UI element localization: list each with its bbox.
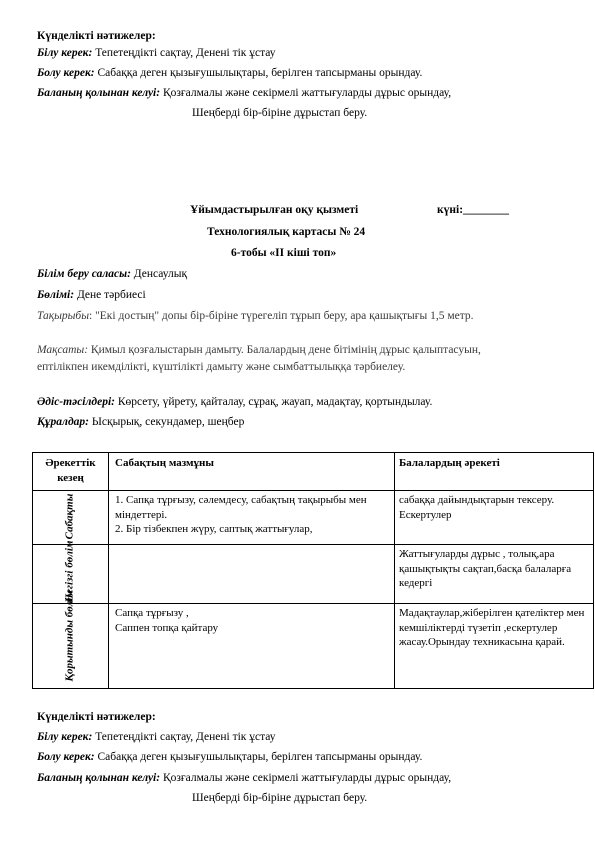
know-line-bottom	[37, 731, 276, 743]
section-value: Дене тәрбиесі	[74, 289, 146, 301]
topic-label: Тақырыбы	[37, 310, 90, 322]
map-title: Технологиялық картасы № 24	[207, 226, 366, 238]
have-line-bottom	[37, 751, 422, 763]
have-text: Сабаққа деген қызығушылықтары, берілген тапсырманы орындау.	[94, 67, 423, 79]
table-row-action: Мадақтаулар,жіберілген қателіктер мен кемшіліктерді түзетіп ,ескертулер жасау.Орындау техникасына қарай.	[399, 607, 585, 648]
goal-line	[37, 342, 527, 376]
results-heading-top: Күнделікті нәтижелер:	[37, 30, 156, 42]
topic-line	[37, 308, 552, 325]
have-text: Сабаққа деген қызығушылықтары, берілген тапсырманы орындау.	[94, 751, 423, 763]
methods-line	[37, 396, 432, 408]
goal-label: Мақсаты:	[37, 344, 89, 356]
section-label: Бөлімі:	[37, 289, 75, 301]
group-title: 6-тобы «II кіші топ»	[231, 247, 337, 259]
results-heading-bottom: Күнделікті нәтижелер:	[37, 711, 156, 723]
table-row-stage: Сабақты	[63, 493, 76, 540]
tools-line	[37, 416, 244, 428]
skill-line2-bottom: Шеңберді бір-біріне дұрыстап беру.	[192, 792, 368, 804]
skill-text: Қозғалмалы және секірмелі жаттығуларды дұрыс орындау,	[160, 87, 452, 99]
topic-value: : "Екі достың" допы бір-біріне түрегеліп тұрып беру, ара қашықтығы 1,5 метр.	[89, 310, 474, 322]
table-row-action: сабаққа дайындықтарын тексеру. Ескертулер	[399, 494, 555, 521]
have-line-top	[37, 67, 422, 79]
skill-text: Қозғалмалы және секірмелі жаттығуларды дұрыс орындау,	[160, 772, 452, 784]
table-row-stage: Қорытынды бөлім	[63, 590, 76, 682]
know-text: Тепетеңдікті сақтау, Денені тік ұстау	[92, 731, 276, 743]
table-row-content: 1. Сапқа тұрғызу, сәлемдесу, сабақтың тақырыбы мен міндеттері. 2. Бір тізбекпен жүру, саптық жаттығулар,	[115, 494, 367, 535]
have-label: Болу керек:	[37, 751, 95, 763]
have-label: Болу керек:	[37, 67, 95, 79]
skill-line-bottom	[37, 772, 451, 784]
section-line	[37, 289, 146, 301]
goal-value: Қимыл қозғалыстарын дамыту. Балалардың дене бітімінің дұрыс қалыптасуын, ептілікпен икемділікті, күштілікті дамыту және сымбаттылыққа тәрбиелеу.	[37, 344, 481, 373]
table-row-content	[115, 547, 387, 601]
methods-label: Әдіс-тәсілдері:	[37, 396, 115, 408]
table-row-content: Сапқа тұрғызу , Саппен топқа қайтару	[115, 607, 219, 634]
table-row-stage: Негізгі бөлім	[63, 540, 76, 603]
know-line-top	[37, 47, 276, 59]
date-label: күні:________	[437, 204, 510, 216]
skill-label: Баланың қолынан келуі:	[37, 87, 161, 99]
table-header-action: Балалардың әрекеті	[399, 457, 500, 469]
lesson-table	[32, 452, 594, 689]
skill-line2-top: Шеңберді бір-біріне дұрыстап беру.	[192, 107, 368, 119]
table-header-stage: Әрекеттік кезең	[45, 457, 96, 484]
skill-label: Баланың қолынан келуі:	[37, 772, 161, 784]
table-header-content: Сабақтың мазмұны	[115, 457, 214, 469]
know-text: Тепетеңдікті сақтау, Денені тік ұстау	[92, 47, 276, 59]
methods-value: Көрсету, үйрету, қайталау, сұрақ, жауап, мадақтау, қортындылау.	[114, 396, 433, 408]
tools-value: Ысқырық, секундамер, шеңбер	[89, 416, 245, 428]
area-line	[37, 268, 187, 280]
know-label: Білу керек:	[37, 731, 93, 743]
tools-label: Құралдар:	[37, 416, 89, 428]
area-value: Денсаулық	[130, 268, 188, 280]
activity-title: Ұйымдастырылған оқу қызметі	[190, 204, 359, 216]
know-label: Білу керек:	[37, 47, 93, 59]
table-row-action: Жаттығуларды дұрыс , толық,ара қашықтықты сақтап,басқа балаларға кедергі	[399, 548, 572, 589]
skill-line-top	[37, 87, 451, 99]
area-label: Білім беру саласы:	[37, 268, 131, 280]
